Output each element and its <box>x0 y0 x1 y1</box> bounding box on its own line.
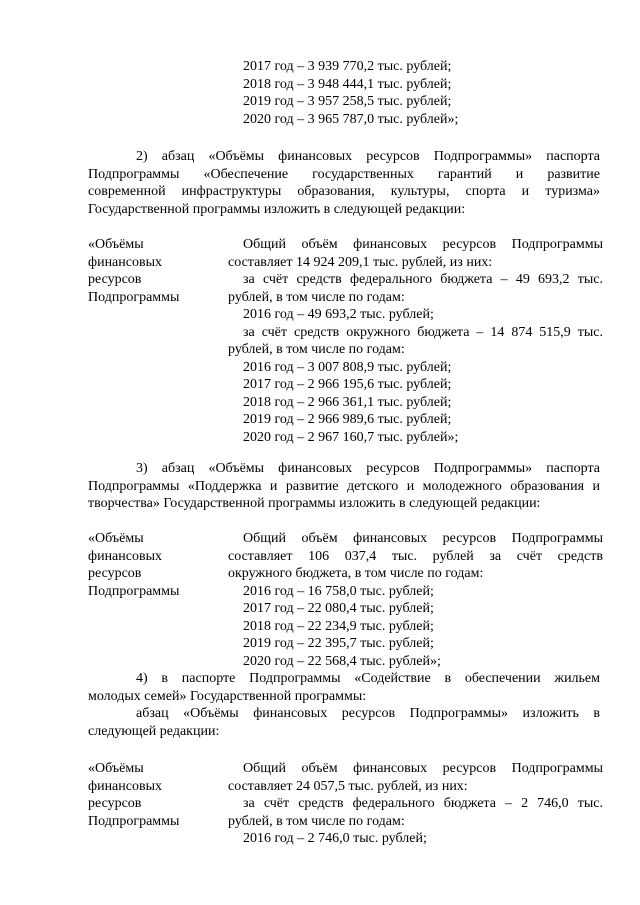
year-line: 2017 год – 3 939 770,2 тыс. рублей; <box>243 59 452 74</box>
label-line: ресурсов <box>88 566 142 581</box>
paragraph-2 <box>88 148 600 218</box>
content-line: 2019 год – 2 966 989,6 тыс. рублей; <box>243 412 452 427</box>
content-line: за счёт средств федерального бюджета – 2 746,0 тыс. <box>243 796 603 811</box>
paragraph-line: Государственной программы изложить в следующей редакции: <box>88 201 466 217</box>
content-line: окружного бюджета, в том числе по годам: <box>228 566 484 581</box>
paragraph-3 <box>88 460 600 513</box>
content-line: 2016 год – 16 758,0 тыс. рублей; <box>243 583 434 599</box>
content-line: Общий объём финансовых ресурсов Подпрограммы <box>243 761 603 776</box>
paragraph-line: 3) абзац «Объёмы финансовых ресурсов Подпрограммы» паспорта <box>136 461 600 476</box>
content-line: составляет 24 057,5 тыс. рублей, из них: <box>228 778 468 794</box>
paragraph-line: современной инфраструктуры образования, культуры, спорта и туризма» <box>88 184 600 199</box>
paragraph-4 <box>88 670 600 705</box>
paragraph-line: Подпрограммы «Поддержка и развитие детского и молодежного образования и <box>88 478 600 494</box>
paragraph-line: абзац «Объёмы финансовых ресурсов Подпрограммы» изложить в <box>136 706 600 721</box>
label-line: ресурсов <box>88 272 142 287</box>
label-line: ресурсов <box>88 796 142 811</box>
content-line: 2016 год – 2 746,0 тыс. рублей; <box>243 831 427 846</box>
content-line: рублей, в том числе по годам: <box>228 342 405 357</box>
label-line: финансовых <box>88 548 162 564</box>
paragraph-line: 2) абзац «Объёмы финансовых ресурсов Подпрограммы» паспорта <box>136 149 600 164</box>
top-year-list <box>243 58 458 128</box>
label-line: финансовых <box>88 778 162 794</box>
block-label <box>88 760 218 830</box>
content-line: 2020 год – 2 967 160,7 тыс. рублей»; <box>243 429 459 445</box>
block-content <box>228 530 603 670</box>
content-line: 2018 год – 22 234,9 тыс. рублей; <box>243 618 434 634</box>
content-line: 2017 год – 2 966 195,6 тыс. рублей; <box>243 377 452 392</box>
content-line: за счёт средств окружного бюджета – 14 874 515,9 тыс. <box>243 324 603 340</box>
content-line: 2018 год – 2 966 361,1 тыс. рублей; <box>243 394 452 410</box>
block-content <box>228 760 603 848</box>
content-line: составляет 14 924 209,1 тыс. рублей, из них: <box>228 254 493 270</box>
label-line: «Объёмы <box>88 237 144 252</box>
paragraph-line: творчества» Государственной программы изложить в следующей редакции: <box>88 496 541 511</box>
block-label <box>88 236 218 306</box>
block-content <box>228 236 603 446</box>
label-line: Подпрограммы <box>88 289 180 305</box>
content-line: Общий объём финансовых ресурсов Подпрограммы <box>243 237 603 252</box>
paragraph-line: Подпрограммы «Обеспечение государственных гарантий и развитие <box>88 166 600 182</box>
label-line: «Объёмы <box>88 531 144 546</box>
paragraph-line: 4) в паспорте Подпрограммы «Содействие в обеспечении жильем <box>136 671 600 686</box>
content-line: 2017 год – 22 080,4 тыс. рублей; <box>243 601 434 616</box>
label-line: финансовых <box>88 254 162 270</box>
content-line: за счёт средств федерального бюджета – 49 693,2 тыс. <box>243 272 603 287</box>
label-line: Подпрограммы <box>88 583 180 599</box>
paragraph-4b <box>88 705 600 740</box>
year-line: 2018 год – 3 948 444,1 тыс. рублей; <box>243 76 452 92</box>
content-line: составляет 106 037,4 тыс. рублей за счёт средств <box>228 548 603 564</box>
label-line: Подпрограммы <box>88 813 180 829</box>
label-line: «Объёмы <box>88 761 144 776</box>
content-line: 2016 год – 49 693,2 тыс. рублей; <box>243 307 434 322</box>
block-label <box>88 530 218 600</box>
content-line: 2020 год – 22 568,4 тыс. рублей»; <box>243 653 441 669</box>
paragraph-line: молодых семей» Государственной программы: <box>88 688 367 704</box>
content-line: рублей, в том числе по годам: <box>228 289 405 305</box>
content-line: рублей, в том числе по годам: <box>228 813 405 829</box>
year-line: 2020 год – 3 965 787,0 тыс. рублей»; <box>243 111 459 127</box>
year-line: 2019 год – 3 957 258,5 тыс. рублей; <box>243 94 452 109</box>
content-line: 2019 год – 22 395,7 тыс. рублей; <box>243 636 434 651</box>
content-line: Общий объём финансовых ресурсов Подпрограммы <box>243 531 603 546</box>
content-line: 2016 год – 3 007 808,9 тыс. рублей; <box>243 359 452 375</box>
paragraph-line: следующей редакции: <box>88 723 220 739</box>
